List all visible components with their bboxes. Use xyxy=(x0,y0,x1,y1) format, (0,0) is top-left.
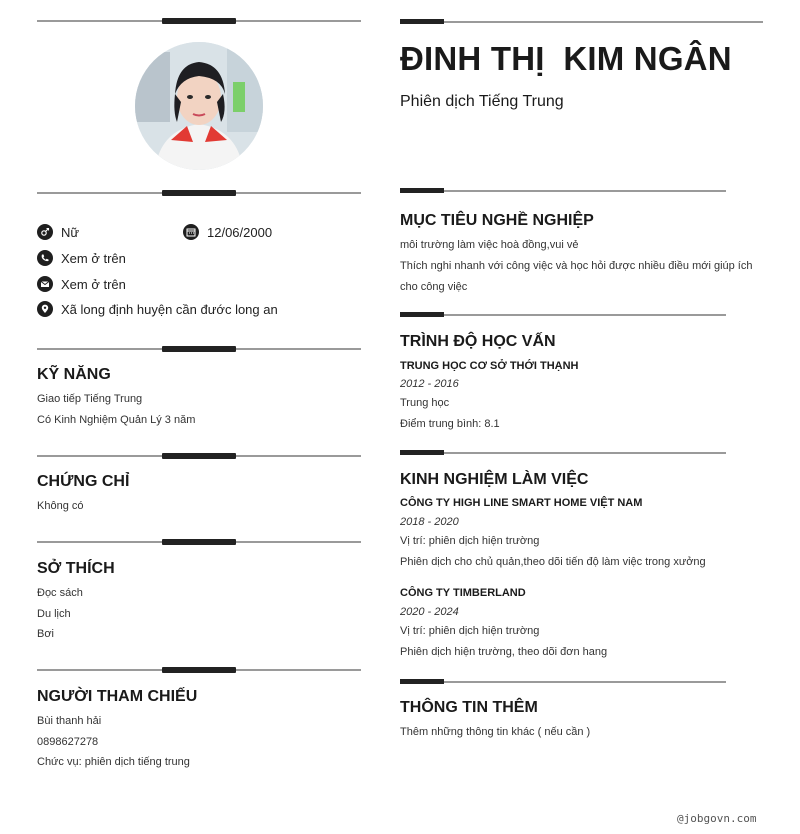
gender-icon xyxy=(37,224,53,240)
divider xyxy=(37,348,361,350)
full-name: ĐINH THỊ KIM NGÂN xyxy=(400,40,732,77)
job-period: 2018 - 2020 xyxy=(400,516,459,528)
skill-item: Giao tiếp Tiếng Trung xyxy=(37,393,143,405)
divider xyxy=(37,192,361,194)
objective-line: cho công việc xyxy=(400,281,468,293)
education-level: Trung học xyxy=(400,397,450,409)
extra-text: Thêm những thông tin khác ( nếu cần ) xyxy=(400,726,591,738)
divider xyxy=(37,669,361,671)
birthday-row xyxy=(183,224,272,240)
references-title: NGƯỜI THAM CHIẾU xyxy=(37,688,198,705)
divider xyxy=(400,21,763,23)
reference-item: 0898627278 xyxy=(37,736,99,748)
skills-title: KỸ NĂNG xyxy=(37,366,111,383)
gender-row xyxy=(37,224,79,240)
calendar-icon xyxy=(183,224,199,240)
skill-item: Có Kinh Nghiệm Quản Lý 3 năm xyxy=(37,414,196,426)
job-desc: Phiên dịch hiện trường, theo dõi đơn hang xyxy=(400,646,608,658)
location-icon xyxy=(37,301,53,317)
divider xyxy=(400,681,726,683)
job-role: Vị trí: phiên dịch hiện trường xyxy=(400,625,540,637)
job-desc: Phiên dịch cho chủ quản,theo dõi tiến độ làm việc trong xưởng xyxy=(400,556,706,568)
email-row xyxy=(37,276,126,292)
gender-value: Nữ xyxy=(61,224,80,240)
objective-line: Thích nghi nhanh với công việc và học hỏi được nhiều điều mới giúp ích xyxy=(400,260,753,272)
education-score: Điểm trung bình: 8.1 xyxy=(400,418,500,430)
objective-title: MỤC TIÊU NGHỀ NGHIỆP xyxy=(400,212,594,229)
phone-row xyxy=(37,250,126,266)
job-role: Vị trí: phiên dịch hiện trường xyxy=(400,535,540,547)
email-value: Xem ở trên xyxy=(61,276,126,292)
watermark: @jobgovn.com xyxy=(677,812,757,825)
birthday-value: 12/06/2000 xyxy=(207,224,273,240)
job-period: 2020 - 2024 xyxy=(400,606,459,618)
divider xyxy=(37,20,361,22)
hobby-item: Du lịch xyxy=(37,608,71,620)
objective-line: môi trường làm việc hoà đồng,vui vẻ xyxy=(400,239,579,251)
avatar xyxy=(135,42,263,170)
hobby-item: Bơi xyxy=(37,628,54,640)
reference-item: Chức vụ: phiên dịch tiếng trung xyxy=(37,756,190,768)
experience-title: KINH NGHIỆM LÀM VIỆC xyxy=(400,471,589,488)
divider xyxy=(37,455,361,457)
job-company: CÔNG TY TIMBERLAND xyxy=(400,587,526,599)
divider xyxy=(400,314,726,316)
education-period: 2012 - 2016 xyxy=(400,378,459,390)
certificate-item: Không có xyxy=(37,500,84,512)
job-position: Phiên dịch Tiếng Trung xyxy=(400,93,564,110)
hobby-item: Đọc sách xyxy=(37,587,83,599)
divider xyxy=(37,541,361,543)
phone-value: Xem ở trên xyxy=(61,250,126,266)
education-title: TRÌNH ĐỘ HỌC VẤN xyxy=(400,333,556,350)
certificates-title: CHỨNG CHỈ xyxy=(37,473,130,490)
reference-item: Bùi thanh hải xyxy=(37,715,102,727)
divider xyxy=(400,452,726,454)
address-row xyxy=(37,301,278,317)
address-value: Xã long định huyện cần đước long an xyxy=(61,301,278,317)
education-school: TRUNG HỌC CƠ SỞ THỚI THẠNH xyxy=(400,360,579,372)
job-company: CÔNG TY HIGH LINE SMART HOME VIỆT NAM xyxy=(400,497,643,509)
phone-icon xyxy=(37,250,53,266)
email-icon xyxy=(37,276,53,292)
divider xyxy=(400,190,726,192)
extra-title: THÔNG TIN THÊM xyxy=(400,699,538,716)
hobbies-title: SỞ THÍCH xyxy=(37,560,115,577)
